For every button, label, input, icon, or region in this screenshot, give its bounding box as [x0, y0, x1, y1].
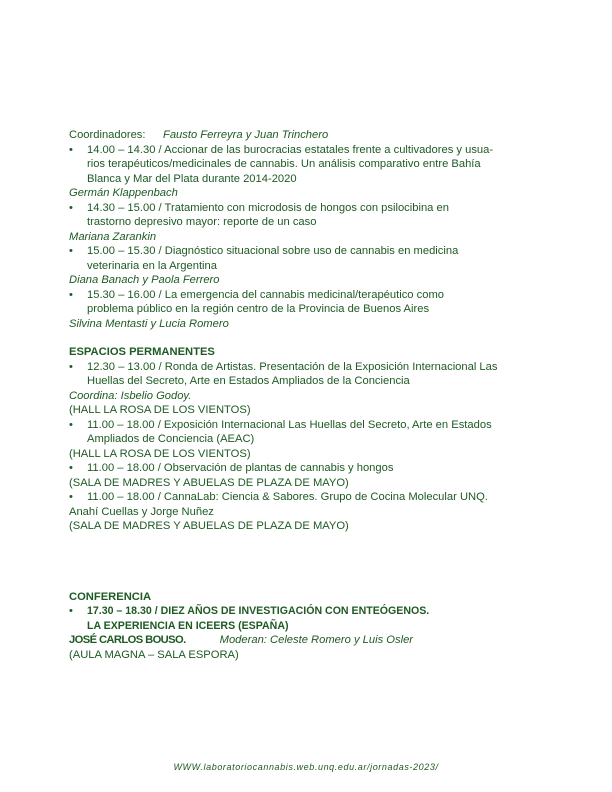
espacio-place: (HALL LA ROSA DE LOS VIENTOS) [69, 404, 251, 416]
coordinators-line [69, 128, 555, 143]
section-title-conferencia: CONFERENCIA [69, 590, 152, 603]
bullet: • [69, 418, 73, 431]
conferencia-title-line: 17.30 – 18.30 / DIEZ AÑOS DE INVESTIGACIÓN CON ENTEÓGENOS. [87, 605, 430, 617]
bullet: • [69, 491, 73, 503]
talk-title-line: 15.00 – 15.30 / Diagnóstico situacional sobre uso de cannabis en medicina [87, 245, 459, 257]
talk-title-line: 14.30 – 15.00 / Tratamiento con microdosis de hongos con psilocibina en [87, 201, 449, 214]
talk-author: Mariana Zarankin [69, 230, 157, 243]
espacio-title-line: Huellas del Secreto, Arte en Estados Ampliados de la Conciencia [87, 375, 410, 387]
conferencia-speaker-line [69, 633, 555, 648]
espacio-authors: Anahí Cuellas y Jorge Nuñez [69, 505, 214, 518]
footer-url: WWW.laboratoriocannabis.web.unq.edu.ar/jornadas-2023/ [173, 762, 439, 772]
talk-title-line: 14.00 – 14.30 / Accionar de las burocracias estatales frente a cultivadores y usua- [87, 143, 494, 156]
espacio-title-line: 12.30 – 13.00 / Ronda de Artistas. Presentación de la Exposición Internacional Las [87, 360, 498, 373]
espacio-item [69, 461, 555, 476]
espacio-item [69, 418, 555, 447]
talk-title-line: 15.30 – 16.00 / La emergencia del cannabis medicinal/terapéutico como [87, 288, 444, 301]
espacio-place: (SALA DE MADRES Y ABUELAS DE PLAZA DE MAYO) [69, 476, 349, 489]
bullet: • [69, 462, 73, 474]
espacio-coordinator: Coordina: Isbelio Godoy. [69, 389, 192, 402]
espacio-title-line: 11.00 – 18.00 / Observación de plantas de cannabis y hongos [87, 462, 394, 474]
talk-item [69, 143, 555, 187]
espacio-item [69, 360, 555, 389]
bullet: • [69, 360, 73, 373]
talk-title-line: problema público en la región centro de la Provincia de Buenos Aires [87, 303, 430, 315]
talk-title-line: trastorno depresivo mayor: reporte de un caso [87, 216, 317, 228]
talk-title-line: rios terapéuticos/medicinales de cannabis. Un análisis comparativo entre Bahía [87, 158, 481, 170]
talk-item [69, 288, 555, 317]
espacio-place: (HALL LA ROSA DE LOS VIENTOS) [69, 447, 251, 460]
conferencia-speaker: JOSÉ CARLOS BOUSO. [69, 634, 186, 646]
espacio-title-line: 11.00 – 18.00 / Exposición Internacional Las Huellas del Secreto, Arte en Estados [87, 418, 492, 431]
espacio-title-line: Ampliados de Conciencia (AEAC) [87, 433, 255, 445]
bullet: • [69, 605, 73, 617]
conferencia-place: (AULA MAGNA – SALA ESPORA) [69, 648, 239, 661]
talk-item [69, 201, 555, 230]
talk-title-line: Blanca y Mar del Plata durante 2014-2020 [87, 172, 297, 185]
talk-author: Germán Klappenbach [69, 187, 178, 199]
spacer [69, 534, 555, 582]
talk-title-line: veterinaria en la Argentina [87, 259, 217, 272]
bullet: • [69, 201, 73, 214]
espacio-item [69, 490, 555, 505]
talk-author: Diana Banach y Paola Ferrero [69, 274, 220, 286]
talk-author: Silvina Mentasti y Lucia Romero [69, 317, 229, 330]
espacio-title-line: 11.00 – 18.00 / CannaLab: Ciencia & Sabores. Grupo de Cocina Molecular UNQ. [87, 491, 488, 503]
program-content [69, 128, 555, 662]
coordinators-names: Fausto Ferreyra y Juan Trinchero [163, 129, 329, 141]
bullet: • [69, 288, 73, 301]
section-title-espacios: ESPACIOS PERMANENTES [69, 346, 215, 358]
talk-item [69, 244, 555, 273]
conferencia-item [69, 604, 555, 633]
bullet: • [69, 245, 73, 257]
conferencia-moderators: Moderan: Celeste Romero y Luis Osler [219, 634, 414, 646]
conferencia-title-line: LA EXPERIENCIA EN ICEERS (ESPAÑA) [87, 619, 289, 632]
espacio-place: (SALA DE MADRES Y ABUELAS DE PLAZA DE MAYO) [69, 520, 349, 532]
bullet: • [69, 143, 73, 156]
coordinators-label: Coordinadores: [69, 129, 146, 141]
